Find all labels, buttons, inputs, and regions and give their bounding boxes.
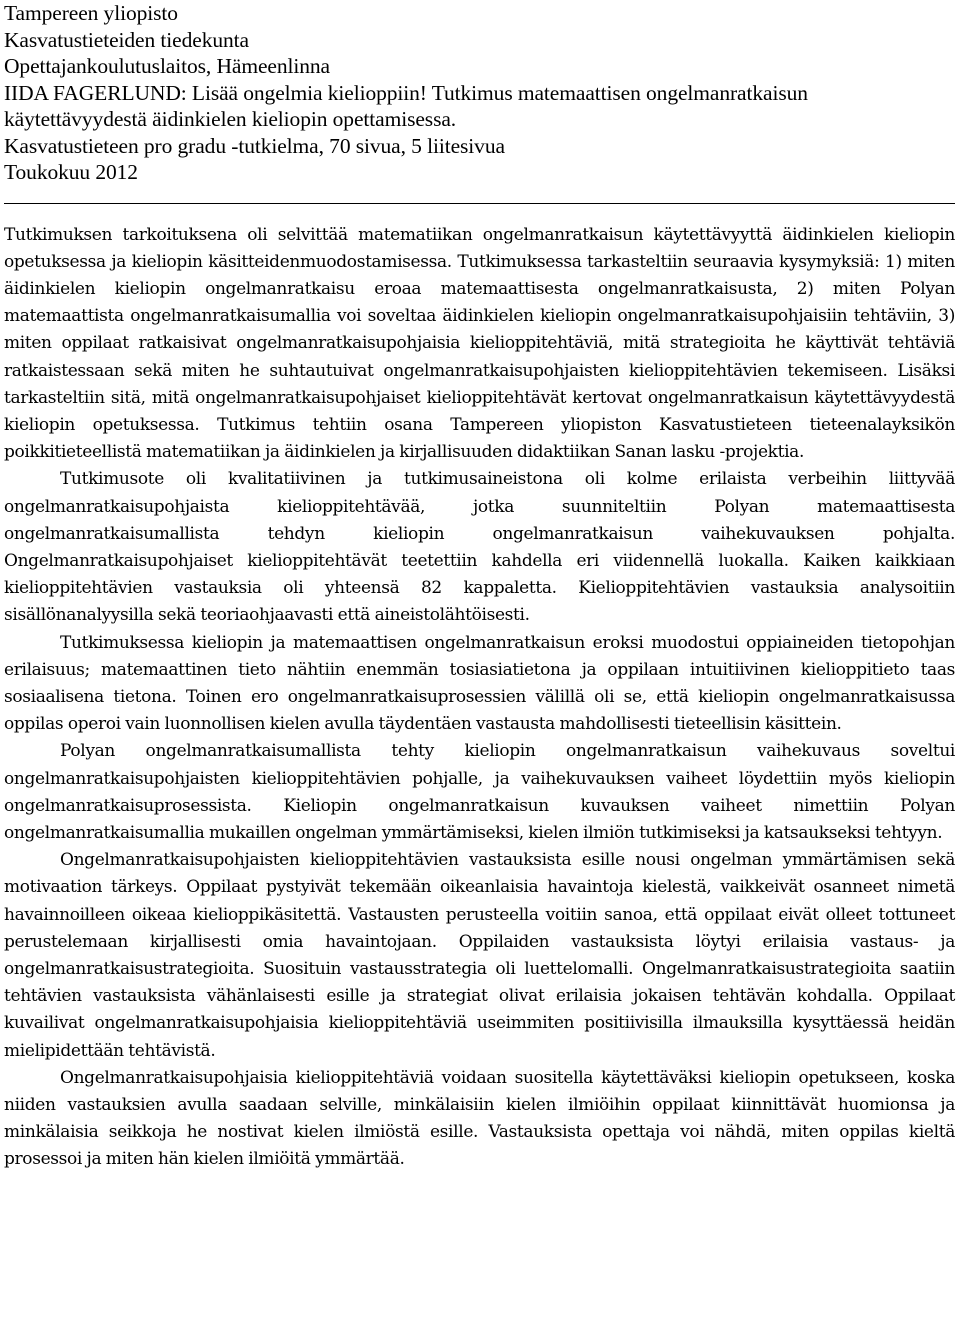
abstract-paragraph: Ongelmanratkaisupohjaisia kielioppitehtäviä voidaan suositella käytettäväksi kieliopin opetukseen, koska niiden vastauksien avulla saadaan selville, minkälaisiin kielen ilmiöihin oppilaat kiinnittävät huomionsa ja minkälaisia seikkoja he nostivat kielen ilmiöstä esille. Vastauksista opettaja voi nähdä, miten oppilas kieltä prosessoi ja miten hän kielen ilmiöitä ymmärtää. bbox=[4, 1067, 955, 1170]
abstract-paragraph: Tutkimusote oli kvalitatiivinen ja tutkimusaineistona oli kolme erilaista verbeihin liittyvää ongelmanratkaisupohjaista kielioppitehtävää, jotka suunniteltiin Polyan matemaattisesta ongelmanratkaisumallista tehdyn kieliopin ongelmanratkaisun vaihekuvauksen pohjalta. Ongelmanratkaisupohjaiset kielioppitehtävät teetettiin kahdella eri viidennellä luokalla. Kaiken kaikkiaan kielioppitehtävien vastauksia oli yhteensä 82 kappaletta. Kielioppitehtävien vastauksia analysoitiin sisällönanalyysilla sekä teoriaohjaavasti että aineistolähtöisesti. bbox=[4, 469, 955, 626]
thesis-type: Kasvatustieteen pro gradu -tutkielma, 70 sivua, 5 liitesivua bbox=[4, 133, 505, 158]
abstract-paragraph: Tutkimuksessa kieliopin ja matemaattisen ongelmanratkaisun eroksi muodostui oppiaineiden tietopohjan erilaisuus; matemaattinen tieto nähtiin enemmän tosiasiatietona ja oppilaan intuitiivinen kielioppitieto taas sosiaalisena tietona. Toinen ero ongelmanratkaisuprosessien välillä oli se, että kieliopin ongelmanratkaisussa oppilas operoi vain luonnollisen kielen avulla täydentäen vastausta mahdollisesti tieteellisin käsittein. bbox=[4, 632, 955, 735]
thesis-header bbox=[4, 0, 955, 186]
abstract-paragraph: Tutkimuksen tarkoituksena oli selvittää matematiikan ongelmanratkaisun käytettävyyttä äidinkielen kieliopin opetuksessa ja kieliopin käsitteidenmuodostamisessa. Tutkimuksessa tarkasteltiin seuraavia kysymyksiä: 1) miten äidinkielen kieliopin ongelmanratkaisu eroaa matemaattisesta ongelmanratkaisusta, 2) miten Polyan matemaattista ongelmanratkaisumallia voi soveltaa äidinkielen kieliopin ongelmanratkaisupohjaisiin tehtäviin, 3) miten oppilaat ratkaisivat ongelmanratkaisupohjaisia kielioppitehtäviä, mitä strategioita he käyttivät tehtäviä ratkaistessaan sekä miten he suhtautuivat ongelmanratkaisupohjaisten kielioppitehtävien tekemiseen. Lisäksi tarkasteltiin sitä, mitä ongelmanratkaisupohjaiset kielioppitehtävät kertovat ongelmanratkaisun käytettävyydestä kieliopin opetuksessa. Tutkimus tehtiin osana Tampereen yliopiston Kasvatustieteen tieteenalayksikön poikkitieteellistä matematiikan ja äidinkielen ja kirjallisuuden didaktiikan Sanan lasku -projektia. bbox=[4, 224, 955, 463]
header-divider bbox=[4, 203, 955, 204]
thesis-date: Toukokuu 2012 bbox=[4, 160, 138, 184]
title-continuation: käytettävyydestä äidinkielen kieliopin opettamisessa. bbox=[4, 107, 457, 131]
department-name: Opettajankoulutuslaitos, Hämeenlinna bbox=[4, 54, 330, 78]
university-name: Tampereen yliopisto bbox=[4, 1, 178, 25]
document-page bbox=[4, 0, 955, 1174]
abstract-paragraph: Polyan ongelmanratkaisumallista tehty kieliopin ongelmanratkaisun vaihekuvaus soveltui ongelmanratkaisupohjaisten kielioppitehtävien pohjalle, ja vaihekuvauksen vaiheet löydettiin myös kieliopin ongelmanratkaisuprosessista. Kieliopin ongelmanratkaisun kuvauksen vaiheet nimettiin Polyan ongelmanratkaisumallia mukaillen ongelman ymmärtämiseksi, kielen ilmiön tutkimiseksi ja katsaukseksi tehtyyn. bbox=[4, 741, 955, 843]
abstract-body bbox=[4, 222, 955, 1174]
faculty-name: Kasvatustieteiden tiedekunta bbox=[4, 27, 249, 52]
author-and-title: IIDA FAGERLUND: Lisää ongelmia kielioppiin! Tutkimus matemaattisen ongelmanratkaisun bbox=[4, 80, 808, 105]
abstract-paragraph: Ongelmanratkaisupohjaisten kielioppitehtävien vastauksista esille nousi ongelman ymmärtämisen sekä motivaation tärkeys. Oppilaat pystyivät tekemään oikeanlaisia havaintoja kielestä, vaikkeivät osanneet nimetä havainnoilleen oikeaa kielioppikäsitettä. Vastausten perusteella voitiin sanoa, että oppilaat eivät olleet tottuneet perustelemaan kirjallisesti omia havaintojaan. Oppilaiden vastauksista löytyi erilaisia vastaus- ja ongelmanratkaisustrategioita. Suosituin vastausstrategia oli luettelomalli. Ongelmanratkaisustrategioita saatiin tehtävien vastauksista vähänlaisesti esille ja strategiat olivat erilaisia jokaisen tehtävän kohdalla. Oppilaat kuvailivat ongelmanratkaisupohjaisia kielioppitehtäviä useimmiten positiivisilla ilmauksilla kysyttäessä heidän mielipidettään tehtävistä. bbox=[4, 850, 955, 1061]
